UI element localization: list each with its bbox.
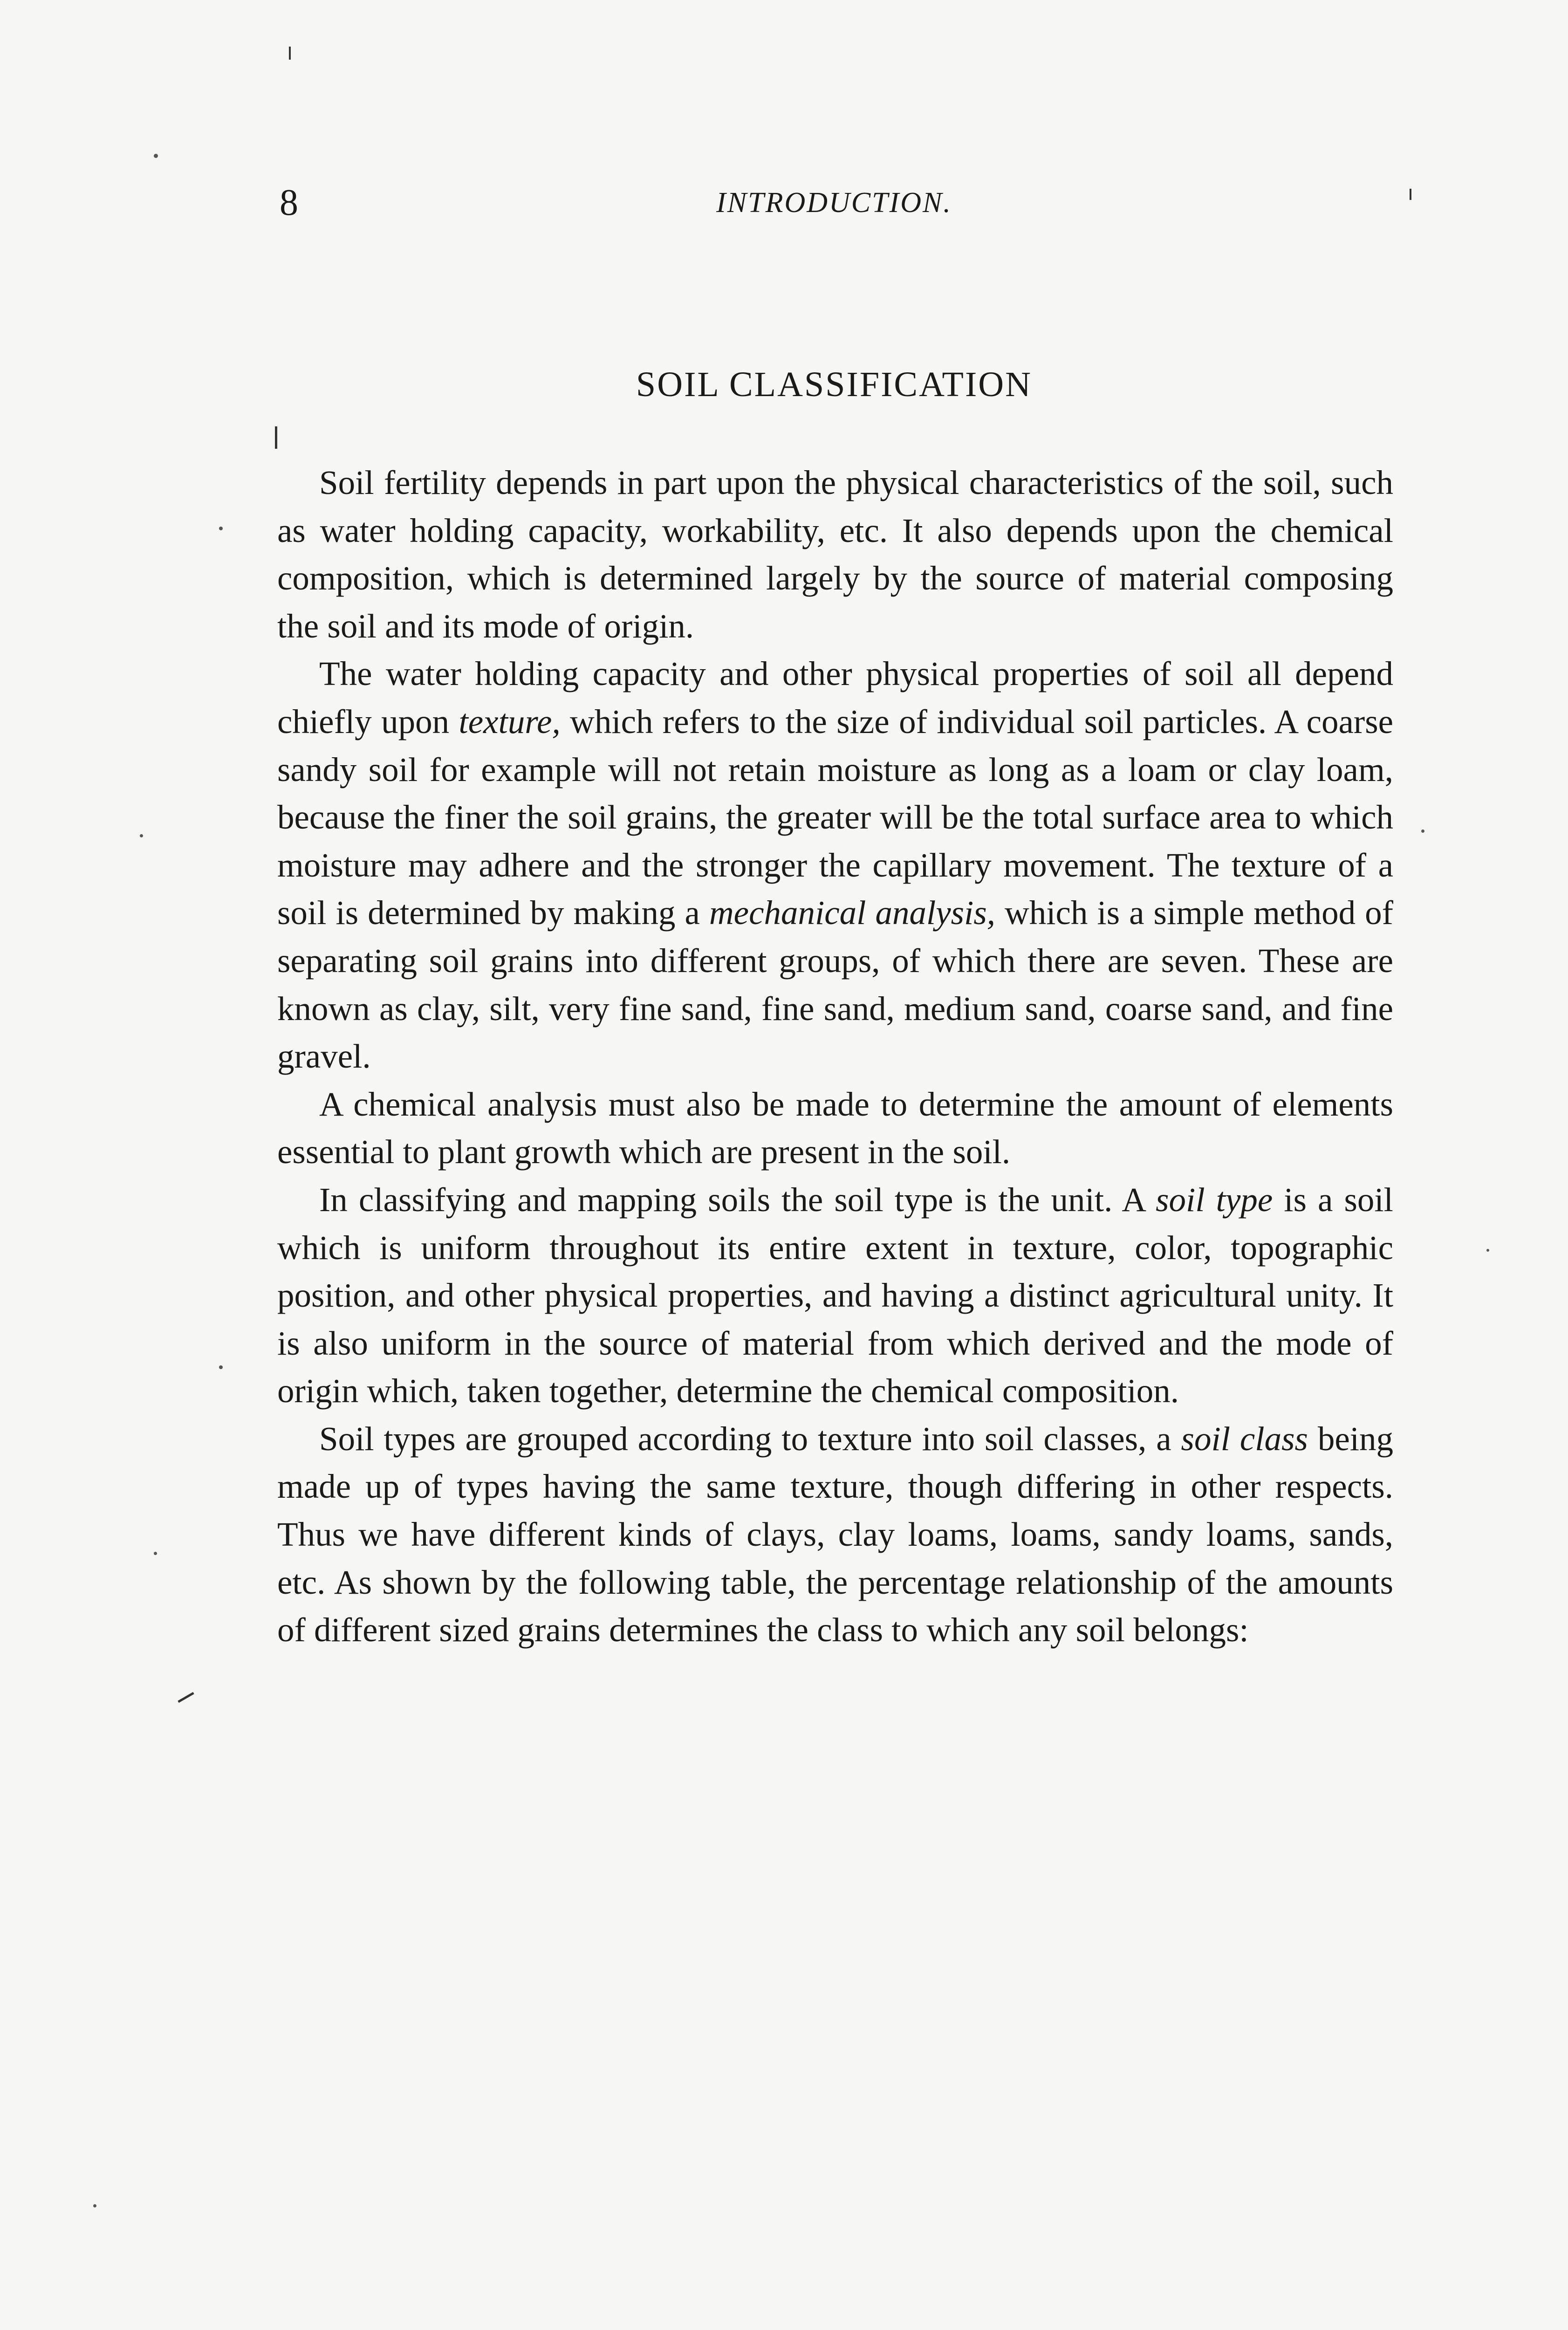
paragraph (277, 459, 1393, 650)
running-head (275, 177, 1393, 228)
paragraph-text: is a soil which is uniform throughout its entire extent in texture, color, topographic position, and other physical properties, and having a distinct agricultural unity. It is also uniform in the source of material from which derived and the mode of origin which, taken together, determine the chemical composition. (277, 1180, 1393, 1410)
paragraph (277, 650, 1393, 1080)
scan-speck (154, 1552, 157, 1555)
paragraph-text: A chemical analysis must also be made to determine the amount of elements essential to plant growth which are present in the soil. (277, 1085, 1393, 1171)
stray-mark (275, 426, 277, 449)
page-number: 8 (280, 182, 298, 223)
stray-mark (1410, 189, 1411, 200)
paragraph (277, 1081, 1393, 1176)
italic-term: soil type (1156, 1180, 1273, 1219)
scan-speck (93, 2204, 96, 2207)
italic-term: mechanical analysis, (709, 894, 995, 932)
scan-speck (140, 834, 143, 837)
scan-speck (219, 1365, 223, 1369)
paragraph-text: which refers to the size of individual soil particles. A coarse sandy soil for example will not retain moisture as long as a loam or clay loam, because the finer the soil grains, the greater will be the total surface area to which moisture may adhere and the stronger the capillary movement. The texture of a soil is determined by making a (277, 702, 1393, 932)
body-text (277, 459, 1393, 1654)
stray-mark (178, 1692, 194, 1703)
italic-term: soil class (1181, 1419, 1308, 1458)
section-heading: SOIL CLASSIFICATION (636, 365, 1033, 404)
paragraph-text: being made up of types having the same texture, though differing in other respects. Thus we have different kinds of clays, clay loams, loams, sandy loams, sands, etc. As shown by the following table, the percentage relationship of the amounts of different sized grains determines the class to which any soil belongs: (277, 1419, 1393, 1649)
italic-term: texture, (459, 702, 561, 740)
stray-mark (289, 47, 291, 60)
paragraph (277, 1176, 1393, 1415)
paragraph-text: which is a simple method of separating soil grains into different groups, of which there are seven. These are known as clay, silt, very fine sand, fine sand, medium sand, coarse sand, and fine gravel. (277, 894, 1393, 1076)
scan-speck (1421, 829, 1424, 833)
paragraph-text: The water holding capacity and other physical properties of soil all depend chiefly upon (277, 655, 1393, 740)
paragraph-text: In classifying and mapping soils the soil type is the unit. A (319, 1180, 1156, 1219)
running-title: INTRODUCTION. (716, 187, 952, 219)
scan-speck (219, 527, 223, 530)
scan-speck (1486, 1249, 1489, 1252)
paragraph-text: Soil types are grouped according to texture into soil classes, a (319, 1419, 1181, 1458)
paragraph (277, 1415, 1393, 1654)
scan-speck (154, 154, 158, 158)
paragraph-text: Soil fertility depends in part upon the physical characteristics of the soil, such as water holding capacity, workability, etc. It also depends upon the chemical composition, which is determined largely by the source of material composing the soil and its mode of origin. (277, 464, 1393, 645)
